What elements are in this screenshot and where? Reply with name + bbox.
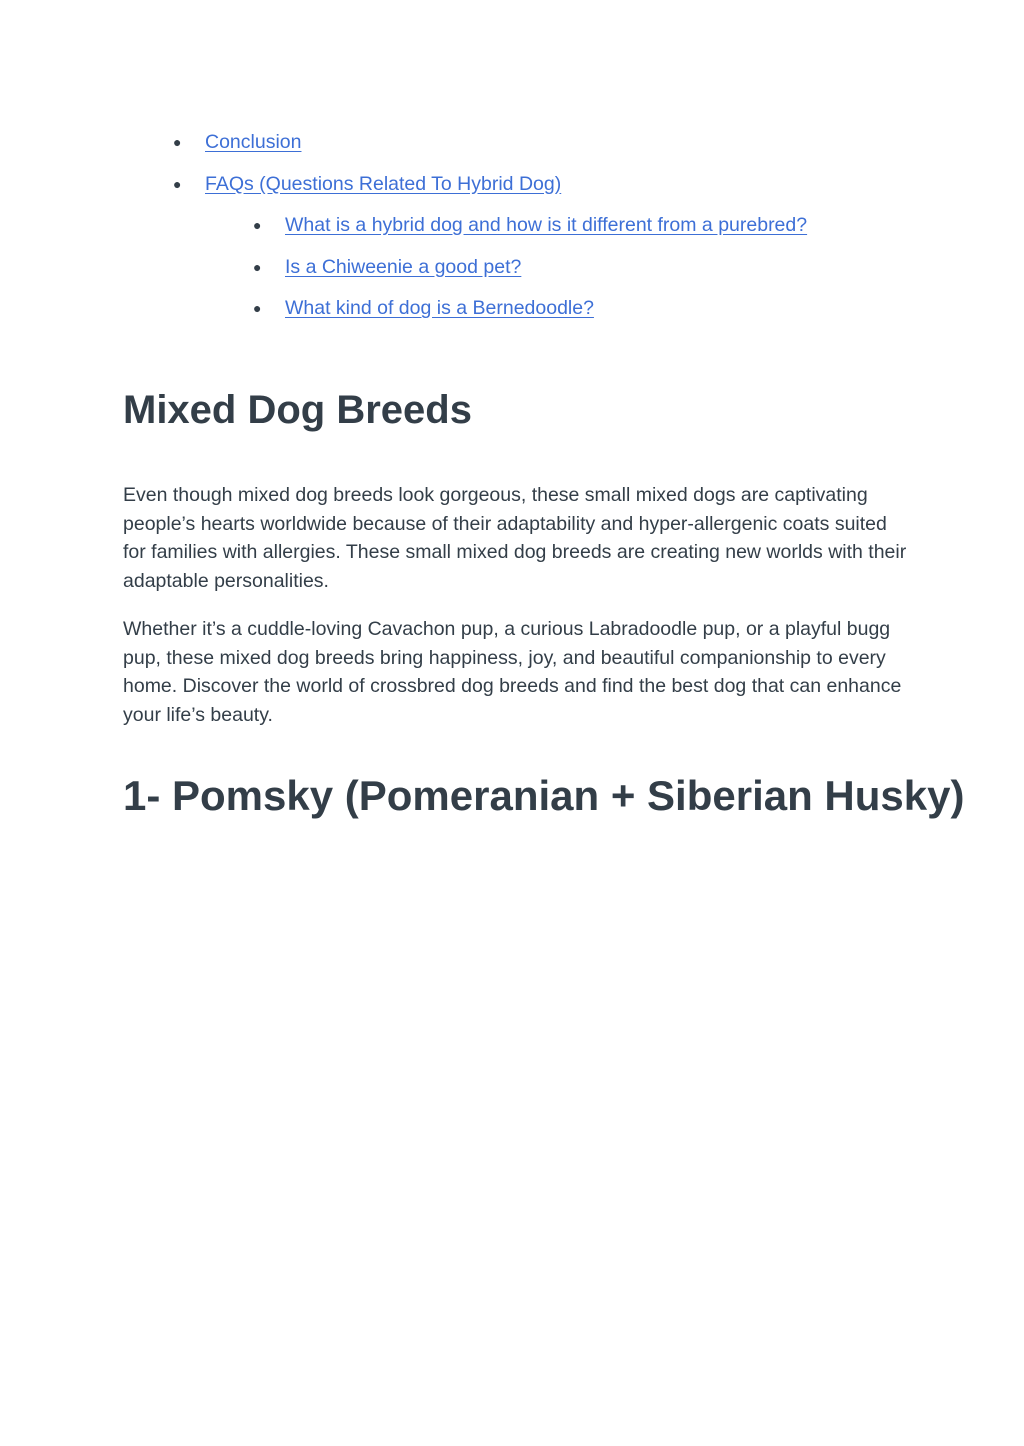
- bullet-icon: ●: [253, 217, 262, 233]
- toc-item-bernedoodle: [0, 292, 1024, 334]
- toc-item-hybrid-vs-purebred: [0, 209, 1024, 251]
- toc-link-conclusion[interactable]: Conclusion: [205, 131, 302, 153]
- toc-item-conclusion: [0, 126, 1024, 168]
- bullet-icon: ●: [173, 175, 182, 192]
- bullet-icon: ●: [173, 134, 182, 150]
- bullet-icon: ●: [253, 258, 262, 275]
- toc-item-chiweenie: [0, 251, 1024, 293]
- table-of-contents: [0, 126, 1024, 334]
- section-heading-pomsky: 1- Pomsky (Pomeranian + Siberian Husky): [123, 772, 965, 819]
- section-heading-mixed-dog-breeds: Mixed Dog Breeds: [123, 388, 472, 432]
- bullet-icon: ●: [253, 300, 262, 316]
- intro-paragraph: Even though mixed dog breeds look gorgeous, these small mixed dogs are captivating people’s hearts worldwide because of their adaptability and hyper-allergenic coats suited for families with allergies. These small mixed dog breeds are creating new worlds with their adaptable personalities.: [123, 484, 907, 592]
- toc-link-chiweenie[interactable]: Is a Chiweenie a good pet?: [285, 255, 522, 278]
- toc-link-bernedoodle[interactable]: What kind of dog is a Bernedoodle?: [285, 297, 594, 319]
- toc-link-hybrid-vs-purebred[interactable]: What is a hybrid dog and how is it different from a purebred?: [285, 214, 808, 236]
- discover-paragraph: Whether it’s a cuddle-loving Cavachon pup, a curious Labradoodle pup, or a playful bugg pup, these mixed dog breeds bring happiness, joy, and beautiful companionship to every home. Discover the world of crossbred dog breeds and find the best dog that can enhance your life’s beauty.: [123, 618, 902, 726]
- toc-link-faqs[interactable]: FAQs (Questions Related To Hybrid Dog): [205, 172, 562, 195]
- toc-item-faqs: [0, 168, 1024, 210]
